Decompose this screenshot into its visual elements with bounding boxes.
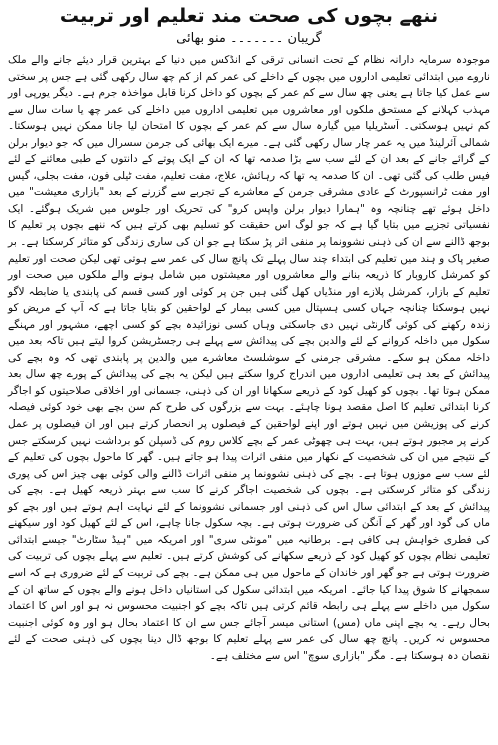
article-title: ننھے بچوں کی صحت مند تعلیم اور تربیت xyxy=(59,5,439,27)
article-byline: گریبان ۔۔۔۔۔۔۔ منو بھائی xyxy=(176,31,322,46)
article-body: موجودہ سرمایہ دارانہ نظام کے تحت انسانی ترقی کے انڈکس میں دنیا کے بہترین قرار دیئے جانے والے ملک ناروے میں ابتدائی تعلیمی اداروں میں بچوں کے داخلے کی عمر کم از کم چھ سال رکھی گئی ہے جس پر سختی سے عمل کیا جاتا ہے یعنی چھ سال سے کم عمر کے بچوں کو داخل کرنا قابل مواخذہ جرم ہے۔ دیگر یورپی اور مہذب کہلانے کے مستحق ملکوں اور معاشروں میں تعلیمی اداروں میں داخلے کی عمر چھ یا سات سال سے کم نہیں ہوسکتی۔ آسٹریلیا میں گیارہ سال سے کم عمر کے بچوں کا امتحان لیا جانا ممکن نہیں ہوسکتا۔ شمالی آئرلینڈ میں یہ عمر چار سال رکھی گئی ہے۔ میرے ایک بھائی کی جرمن سسرال میں کہ جو دیوار برلن کے گرائے جانے کے بعد ان کے لئے سب سے بڑا صدمہ تھا کہ ان کے ایک پوتے کے دانتوں کے طبی معائنے کے لئے فیس طلب کی گئی تھی۔ ان کا صدمہ یہ تھا کہ رہائش، علاج، مفت تعلیم، مفت ٹیلی فون، مفت بجلی، گیس اور مفت ٹرانسپورٹ کے عادی مشرقی جرمن کے معاشرے کے تجربے سے گزرنے کے بعد "بازاری معیشت" میں داخل ہوئے تھے چنانچہ وہ "ہمارا دیوار برلن واپس کرو" کی تحریک اور جلوس میں شریک ہوگئے۔ ایک نفسیاتی تجزیے میں بتایا گیا ہے کہ جو لوگ اس حقیقت کو تسلیم بھی کرتے ہیں کہ ننھے بچوں پر تعلیم کا بوجھ ڈالنے سے ان کی ذہنی نشوونما پر منفی اثر پڑ سکتا ہے جو ان کی ساری زندگی کو متاثر کرسکتا ہے۔ بر صغیر پاک و ہند میں تعلیم کی ابتداء چند سال پہلے تک پانچ سال کی عمر سے ہوتی تھی لیکن صحت اور تعلیم کو کمرشل کاروبار کا ذریعہ بنانے والے معاشروں اور معیشتوں میں شامل ہونے والے ملکوں میں صحت اور تعلیم کے بازار، کمرشل پلازے اور منڈیاں کھل گئی ہیں جن پر کوئی اور کسی قسم کی پابندی یا ضابطہ لاگو نہیں ہوسکتا چنانچہ جہاں کسی ہسپتال میں کسی بیمار کے لواحقین کو بتایا جاتا ہے کہ آپ کے مریض کو زندہ رکھنے کی کوئی گارنٹی نہیں دی جاسکتی وہاں کسی نوزائیدہ بچے کو کسی اچھے، مشہور اور مہنگے سکول میں داخلہ کروانے کے لئے والدین بچے کی پیدائش سے پہلے ہی رجسٹریشن کروا لیتے ہیں تاکہ بعد میں داخلہ ممکن ہو سکے۔ مشرقی جرمنی کے سوشلسٹ معاشرے میں والدین پر پابندی تھی کہ وہ بچے کی پیدائش کے بعد ہی تعلیمی اداروں میں اندراج کروا سکتے ہیں لیکن یہ بچے کی پیدائش کے پورے چھ سال بعد ممکن ہوتا تھا۔ بچوں کو کھیل کود کے ذریعے سکھانا اور ان کی ذہنی، جسمانی اور اخلاقی صلاحیتوں کو اجاگر کرنا ابتدائی تعلیم کا اصل مقصد ہونا چاہئے۔ بہت سے بزرگوں کی طرح کم سن بچے بھی خود کوئی فیصلہ کرنے کی پوزیشن میں نہیں ہوتے اور اپنے لواحقین کے فیصلوں پر انحصار کرتے ہیں اور ان فیصلوں پر عمل کرنے پر مجبور ہوتے ہیں، بہت ہی چھوٹی عمر کے بچے کلاس روم کی ڈسپلن کو برداشت نہیں کرسکتے جس کے نتیجے میں ان کی شخصیت کے نکھار میں منفی اثرات پیدا ہو جاتے ہیں۔ گھر کا ماحول بچوں کی تعلیم کے لئے سب سے موزوں ہوتا ہے۔ بچے کی ذہنی نشوونما پر منفی اثرات ڈالنے والی کوئی بھی چیز اس کی پوری زندگی کو متاثر کرسکتی ہے۔ بچوں کی شخصیت اجاگر کرنے کا سب سے بہتر ذریعہ کھیل ہے۔ بچے کی پیدائش کے بعد کے ابتدائی سال اس کی ذہنی اور جسمانی نشوونما کے لئے نہایت اہم ہوتے ہیں اور بچے کو ماں کی گود اور گھر کے آنگن کی ضرورت ہوتی ہے۔ بچہ سکول جانا چاہے، اس کے لئے کھیل کود اور سیکھنے کی فطری خواہش ہی کافی ہے۔ برطانیہ میں "مونٹی سری" اور امریکہ میں "ہیڈ سٹارٹ" جیسے ابتدائی تعلیمی نظام بچوں کو کھیل کود کے ذریعے سکھانے کی کوشش کرتے ہیں۔ تعلیم سے پہلے بچوں کی تربیت کی ضرورت ہوتی ہے جو گھر اور خاندان کے ماحول میں ہی ممکن ہے۔ بچے کی تربیت کے لئے ضروری ہے کہ اسے سمجھانے کا شوق پیدا کیا جائے۔ امریکہ میں ابتدائی سکول کی استانیاں داخل ہونے والے بچوں کے ساتھ ان کے سکول میں داخلے سے پہلے ہی رابطہ قائم کرتی ہیں تاکہ بچے کو اجنبیت محسوس نہ ہو اور اس کا اعتماد بحال رہے۔ یہ بچے اپنی ماں (مس) استانی میسر آجائے جس سے ان کا اعتماد بحال ہو اور وہ کوئی اجنبیت محسوس نہ کریں۔ پانچ چھ سال کی عمر سے پہلے تعلیم کا بوجھ ڈال دینا بچوں کی ذہنی صحت کے لئے نقصان دہ ہوسکتا ہے۔ مگر "بازاری سوچ" اس سے مختلف ہے۔ xyxy=(8,54,490,662)
